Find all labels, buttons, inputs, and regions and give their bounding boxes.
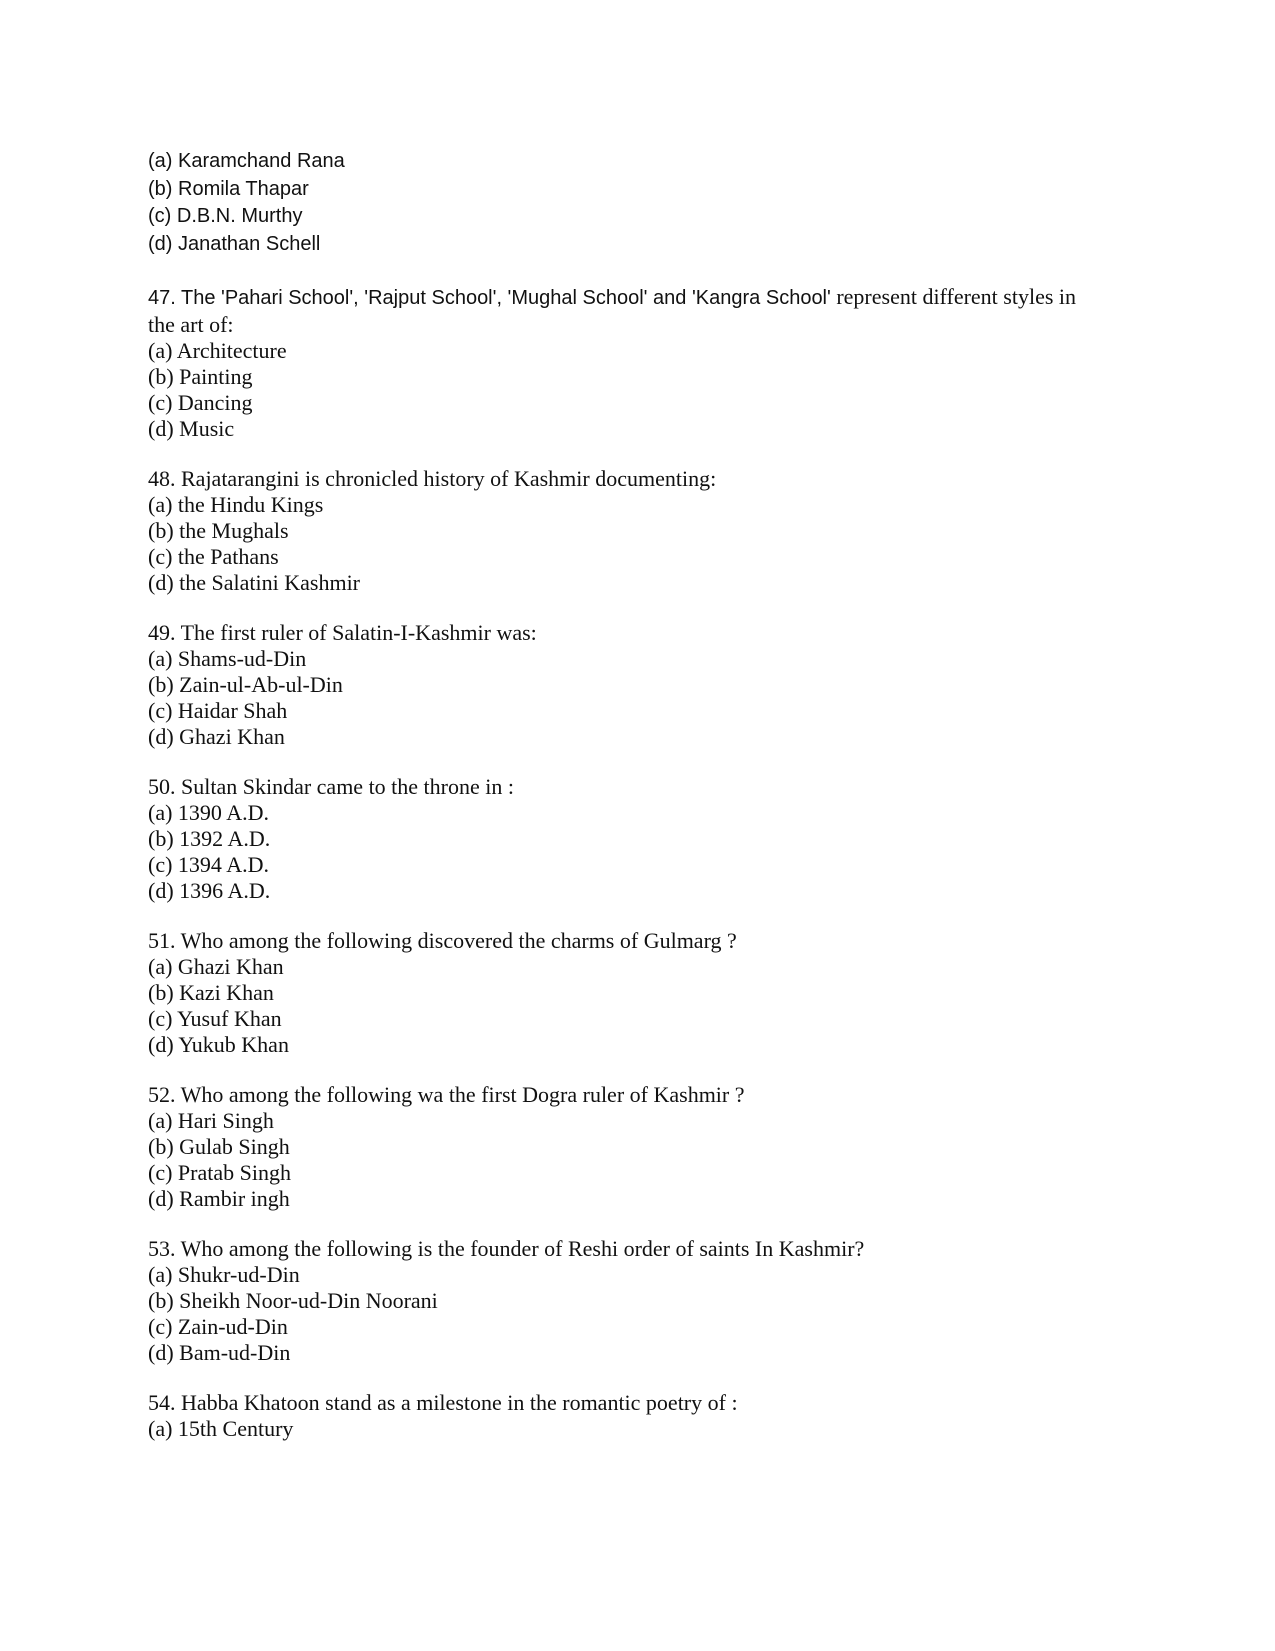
carryover-options (148, 148, 1148, 258)
option-c: (c) Dancing (148, 390, 253, 415)
question-stem-part2: represent different styles in (830, 284, 1077, 309)
option-b: (b) Sheikh Noor-ud-Din Noorani (148, 1288, 438, 1313)
option-b: (b) Kazi Khan (148, 980, 274, 1005)
option-a: (a) the Hindu Kings (148, 492, 324, 517)
question-stem-line2: the art of: (148, 312, 234, 337)
option-c: (c) the Pathans (148, 544, 279, 569)
option-b: (b) Zain-ul-Ab-ul-Din (148, 672, 343, 697)
option-b: (b) Gulab Singh (148, 1134, 290, 1159)
option-a: (a) Shukr-ud-Din (148, 1262, 300, 1287)
option-a: (a) Architecture (148, 338, 287, 363)
option-d: (d) Rambir ingh (148, 1186, 290, 1211)
question-47 (148, 283, 1148, 442)
question-stem-part1: 47. The 'Pahari School', 'Rajput School', 'Mughal School' and 'Kangra School' (148, 287, 831, 309)
option-d: (d) Ghazi Khan (148, 724, 285, 749)
option-a: (a) Shams-ud-Din (148, 646, 307, 671)
document-content (148, 148, 1148, 1466)
question-50 (148, 774, 1148, 904)
option-c: (c) Pratab Singh (148, 1160, 291, 1185)
option-c: (c) Yusuf Khan (148, 1006, 282, 1031)
option-d: (d) 1396 A.D. (148, 878, 271, 903)
question-stem: 53. Who among the following is the founder of Reshi order of saints In Kashmir? (148, 1236, 865, 1261)
question-stem: 52. Who among the following wa the first Dogra ruler of Kashmir ? (148, 1082, 745, 1107)
question-49 (148, 620, 1148, 750)
option-b: (b) the Mughals (148, 518, 289, 543)
question-stem: 54. Habba Khatoon stand as a milestone in the romantic poetry of : (148, 1390, 738, 1415)
option-b: (b) 1392 A.D. (148, 826, 271, 851)
option-d: (d) Yukub Khan (148, 1032, 289, 1057)
option-a: (a) Hari Singh (148, 1108, 274, 1133)
option-a: (a) Ghazi Khan (148, 954, 284, 979)
question-stem: 51. Who among the following discovered the charms of Gulmarg ? (148, 928, 737, 953)
option-b: (b) Painting (148, 364, 253, 389)
question-stem (148, 283, 1148, 312)
question-51 (148, 928, 1148, 1058)
question-48 (148, 466, 1148, 596)
question-53 (148, 1236, 1148, 1366)
option-c: (c) Zain-ud-Din (148, 1314, 288, 1339)
option-a: (a) Karamchand Rana (148, 150, 345, 172)
option-a: (a) 1390 A.D. (148, 800, 269, 825)
option-d: (d) Janathan Schell (148, 232, 321, 255)
question-stem: 48. Rajatarangini is chronicled history of Kashmir documenting: (148, 466, 717, 491)
option-d: (d) Music (148, 416, 235, 441)
option-d: (d) the Salatini Kashmir (148, 570, 361, 595)
question-stem: 49. The first ruler of Salatin-I-Kashmir was: (148, 620, 537, 645)
option-c: (c) Haidar Shah (148, 698, 288, 723)
option-a: (a) 15th Century (148, 1416, 294, 1441)
question-52 (148, 1082, 1148, 1212)
option-c: (c) 1394 A.D. (148, 852, 269, 877)
question-stem: 50. Sultan Skindar came to the throne in : (148, 774, 514, 799)
option-c: (c) D.B.N. Murthy (148, 205, 303, 227)
question-54 (148, 1390, 1148, 1442)
option-d: (d) Bam-ud-Din (148, 1340, 291, 1365)
option-b: (b) Romila Thapar (148, 177, 309, 200)
